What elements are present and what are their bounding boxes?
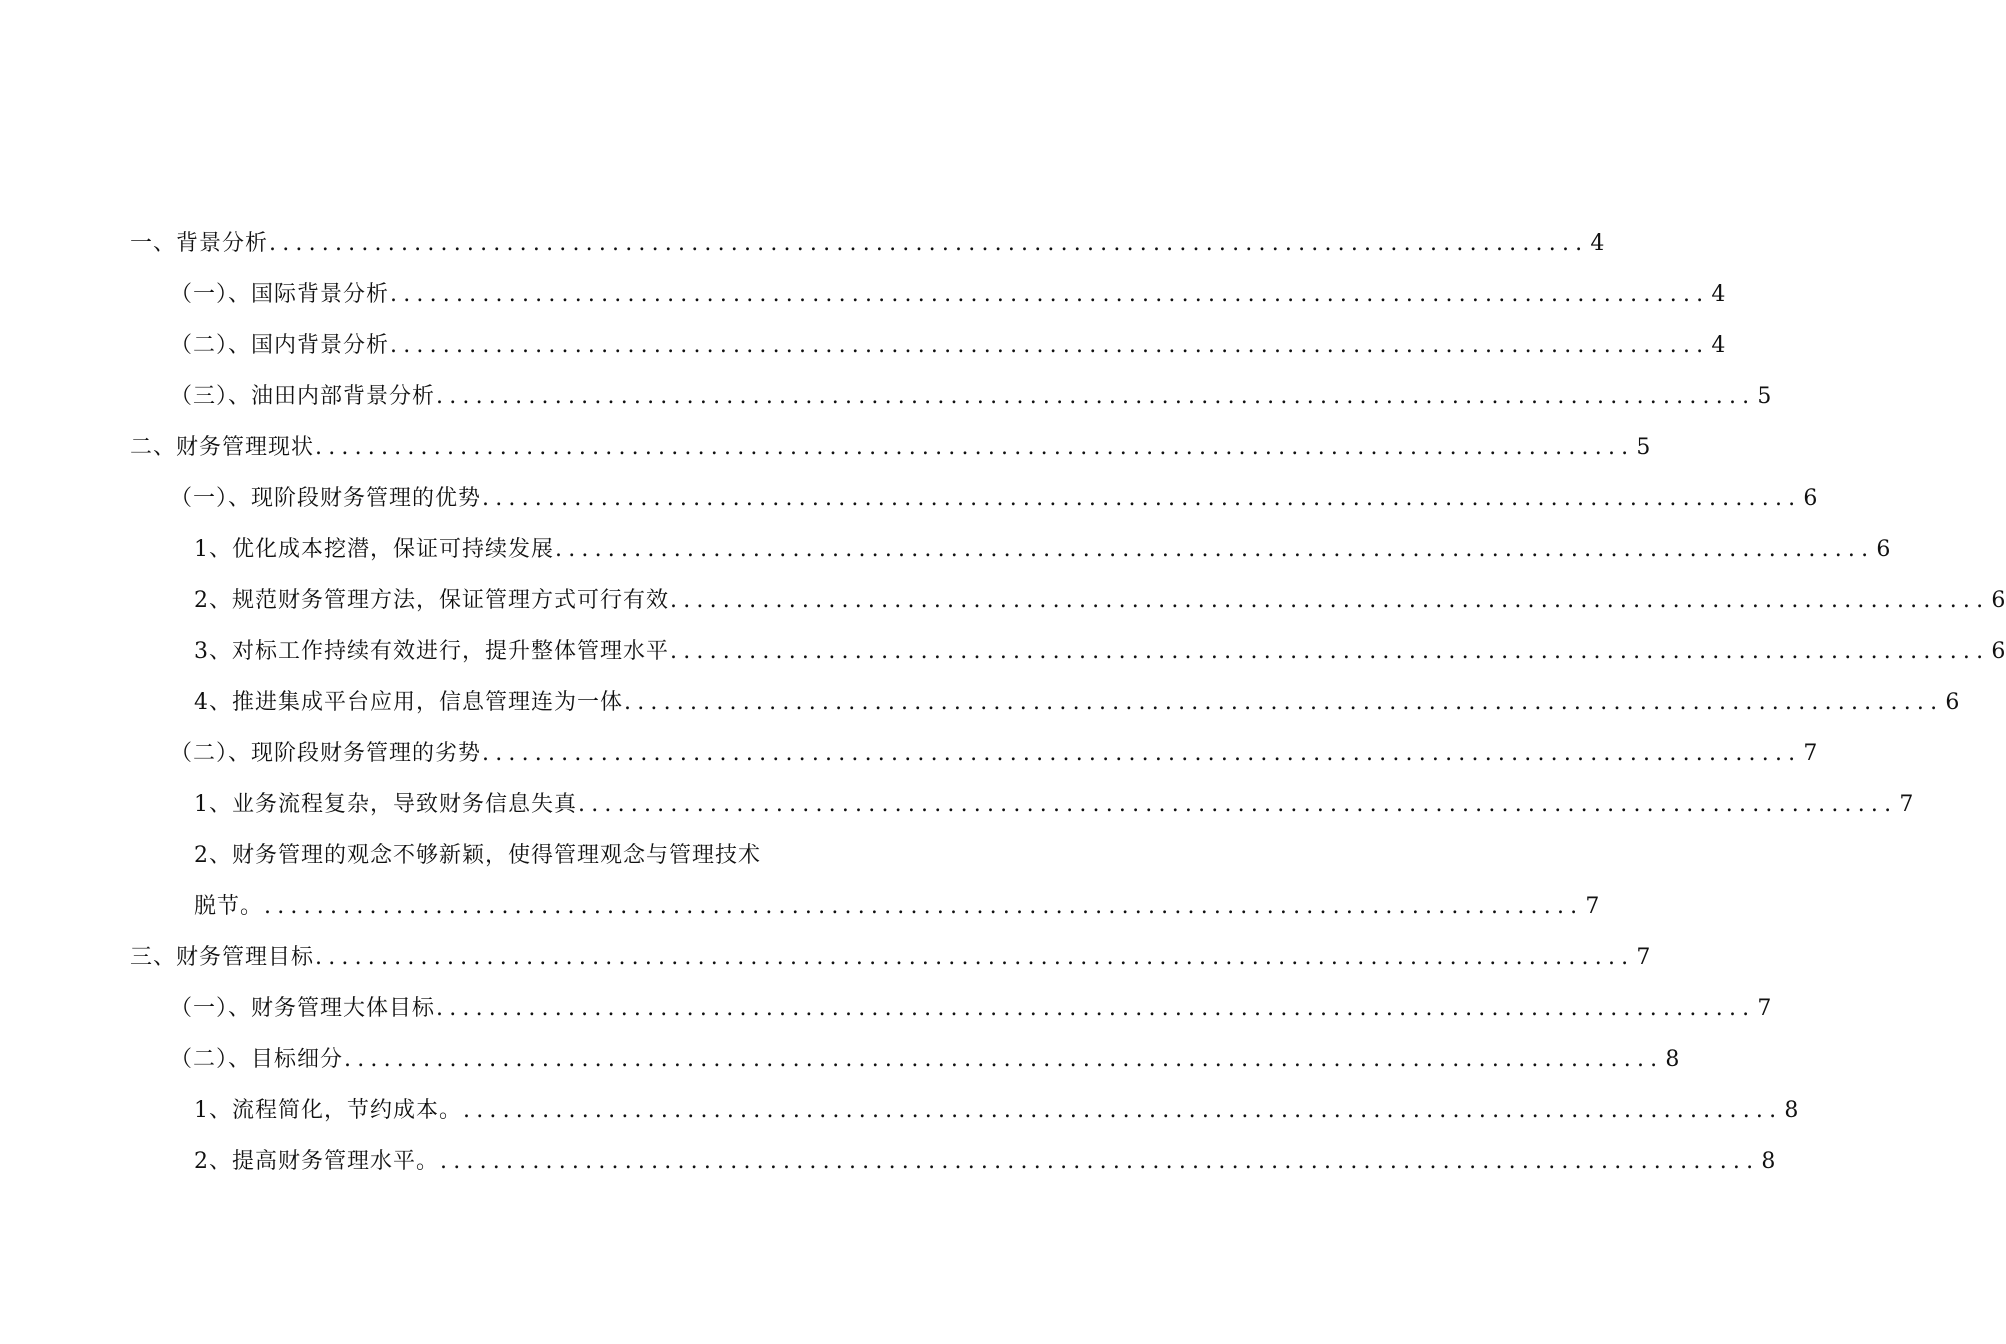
toc-entry[interactable] (0, 422, 1652, 473)
toc-entry[interactable] (0, 983, 1773, 1034)
toc-entry-title: （二）、国内背景分析 (170, 333, 390, 358)
toc-entry-page: 6 (1991, 639, 2006, 664)
dot-leader: .................................................................................................... (436, 996, 1756, 1021)
dot-leader: .................................................................................................... (436, 384, 1756, 409)
dot-leader: .................................................................................................... (440, 1149, 1760, 1174)
toc-entry[interactable] (0, 524, 1892, 575)
toc-entry-title-line1: 2、财务管理的观念不够新颖，使得管理观念与管理技术 (194, 843, 761, 868)
toc-entry-page: 7 (1803, 741, 1819, 766)
toc-entry-title: （一）、财务管理大体目标 (170, 996, 436, 1021)
dot-leader: .................................................................................................... (670, 639, 1990, 664)
toc-entry[interactable] (0, 881, 1601, 932)
toc-entry-page: 6 (1991, 588, 2006, 613)
toc-entry-title: 三、财务管理目标 (130, 945, 315, 970)
toc-entry-title: 1、业务流程复杂，导致财务信息失真 (194, 792, 577, 817)
toc-entry[interactable] (0, 1136, 1777, 1187)
toc-entry-page: 4 (1711, 282, 1727, 307)
toc-entry-page: 6 (1876, 537, 1892, 562)
toc-entry[interactable] (0, 728, 1819, 779)
dot-leader: .................................................................................................... (315, 435, 1635, 460)
toc-entry[interactable] (0, 575, 2006, 626)
toc-entry-title: 脱节。 (194, 894, 264, 919)
toc-entry-page: 7 (1585, 894, 1601, 919)
toc-entry-title: （一）、国际背景分析 (170, 282, 390, 307)
dot-leader: .................................................................................................... (315, 945, 1635, 970)
dot-leader: .................................................................................................... (482, 741, 1802, 766)
toc-entry-page: 8 (1784, 1098, 1800, 1123)
toc-entry-page: 6 (1803, 486, 1819, 511)
toc-entry-page: 8 (1665, 1047, 1681, 1072)
table-of-contents (0, 218, 2006, 1187)
toc-entry[interactable] (0, 626, 2006, 677)
toc-entry-page: 4 (1590, 231, 1606, 256)
toc-entry[interactable] (0, 371, 1773, 422)
toc-entry[interactable] (0, 320, 1727, 371)
dot-leader: .................................................................................................... (344, 1047, 1664, 1072)
toc-entry[interactable] (0, 1085, 1800, 1136)
dot-leader: .................................................................................................... (578, 792, 1898, 817)
dot-leader: .................................................................................................... (482, 486, 1802, 511)
toc-entry-title: 2、提高财务管理水平。 (194, 1149, 439, 1174)
toc-entry-page: 4 (1711, 333, 1727, 358)
toc-entry-title: 2、规范财务管理方法，保证管理方式可行有效 (194, 588, 669, 613)
toc-entry-page: 7 (1757, 996, 1773, 1021)
toc-entry-title: （三）、油田内部背景分析 (170, 384, 436, 409)
toc-entry-page: 8 (1761, 1149, 1777, 1174)
toc-entry-title: 3、对标工作持续有效进行，提升整体管理水平 (194, 639, 669, 664)
toc-entry-title: 1、流程简化，节约成本。 (194, 1098, 462, 1123)
toc-entry-page: 7 (1899, 792, 1915, 817)
toc-entry-page: 7 (1636, 945, 1652, 970)
toc-entry[interactable] (0, 779, 1915, 830)
toc-entry-title: （二）、现阶段财务管理的劣势 (170, 741, 482, 766)
toc-entry-title: 二、财务管理现状 (130, 435, 315, 460)
dot-leader: .................................................................................................... (463, 1098, 1783, 1123)
toc-entry-title: 1、优化成本挖潜，保证可持续发展 (194, 537, 554, 562)
toc-entry-title: （二）、目标细分 (170, 1047, 344, 1072)
toc-entry[interactable] (0, 677, 1961, 728)
dot-leader: .................................................................................................... (390, 282, 1710, 307)
toc-entry-title: 4、推进集成平台应用，信息管理连为一体 (194, 690, 623, 715)
dot-leader: .................................................................................................... (670, 588, 1990, 613)
toc-entry-first-line[interactable] (0, 830, 950, 881)
dot-leader: .................................................................................................... (264, 894, 1584, 919)
dot-leader: .................................................................................................... (555, 537, 1875, 562)
toc-entry[interactable] (0, 1034, 1681, 1085)
toc-entry-page: 5 (1757, 384, 1773, 409)
toc-entry-title: （一）、现阶段财务管理的优势 (170, 486, 482, 511)
toc-entry-title: 一、背景分析 (130, 231, 269, 256)
toc-entry[interactable] (0, 473, 1819, 524)
dot-leader: .................................................................................................... (390, 333, 1710, 358)
dot-leader: .................................................................................................... (269, 231, 1589, 256)
toc-entry[interactable] (0, 269, 1727, 320)
toc-entry-page: 6 (1945, 690, 1961, 715)
toc-entry[interactable] (0, 218, 1606, 269)
toc-entry-page: 5 (1636, 435, 1652, 460)
dot-leader: .................................................................................................... (624, 690, 1944, 715)
toc-entry[interactable] (0, 932, 1652, 983)
